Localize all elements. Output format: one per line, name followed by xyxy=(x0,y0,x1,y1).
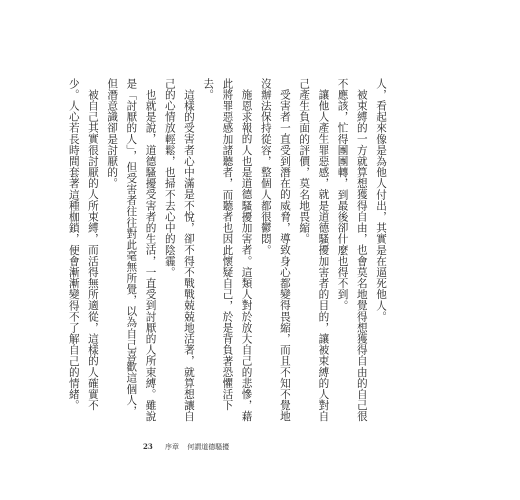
page-footer xyxy=(143,442,229,452)
paragraph: 讓他人產生罪惡感，就是道德騷擾加害者的目的，讓被束縛的人對自己產生負面的評價，莫名地畏縮。 xyxy=(298,78,330,422)
paragraph: 受害者一直受到潛在的威脅，導致身心都變得畏縮，而且不知不覺地沒辦法保持從容，整個人都很鬱悶。 xyxy=(259,78,291,422)
paragraph: 被束縛的一方就算想獲得自由，也會莫名地覺得想獲得自由的自己很不應該，忙得團團轉，到最後卻什麼也得不到。 xyxy=(336,78,368,422)
paragraph: 這樣的受害者心中滿是不悅，卻不得不戰戰兢兢地活著，就算想讓自己的心情放輕鬆，也掃不去心中的陰霾。 xyxy=(163,78,195,422)
page-number: 23 xyxy=(143,442,153,451)
body-text xyxy=(67,78,390,423)
chapter-label: 序章 xyxy=(164,443,179,451)
paragraph: 施恩求報的人也是道德騷擾加害者。這類人對於放大自己的悲慘，藉此將罪惡感加諸聽者，而聽者也因此懷疑自己，於是背負著恐懼活下去。 xyxy=(202,78,253,422)
paragraph: 也就是說，道德騷擾受害者的生活，一直受到討厭的人所束縛。雖說是「討厭的人」，但受害者往往對此毫無所覺，以為自己喜歡這個人，但潛意識卻是討厭的。 xyxy=(106,78,157,422)
paragraph: 被自己其實很討厭的人所束縛，而活得無所適從，這樣的人確實不少。人心若長時間套著這種枷鎖，便會漸漸變得不了解自己的情緒。 xyxy=(67,78,99,411)
chapter-title: 何謂道德騷擾 xyxy=(187,443,230,451)
paragraph: 人，看起來像是為他人付出，其實是在逼死他人。 xyxy=(375,78,387,323)
